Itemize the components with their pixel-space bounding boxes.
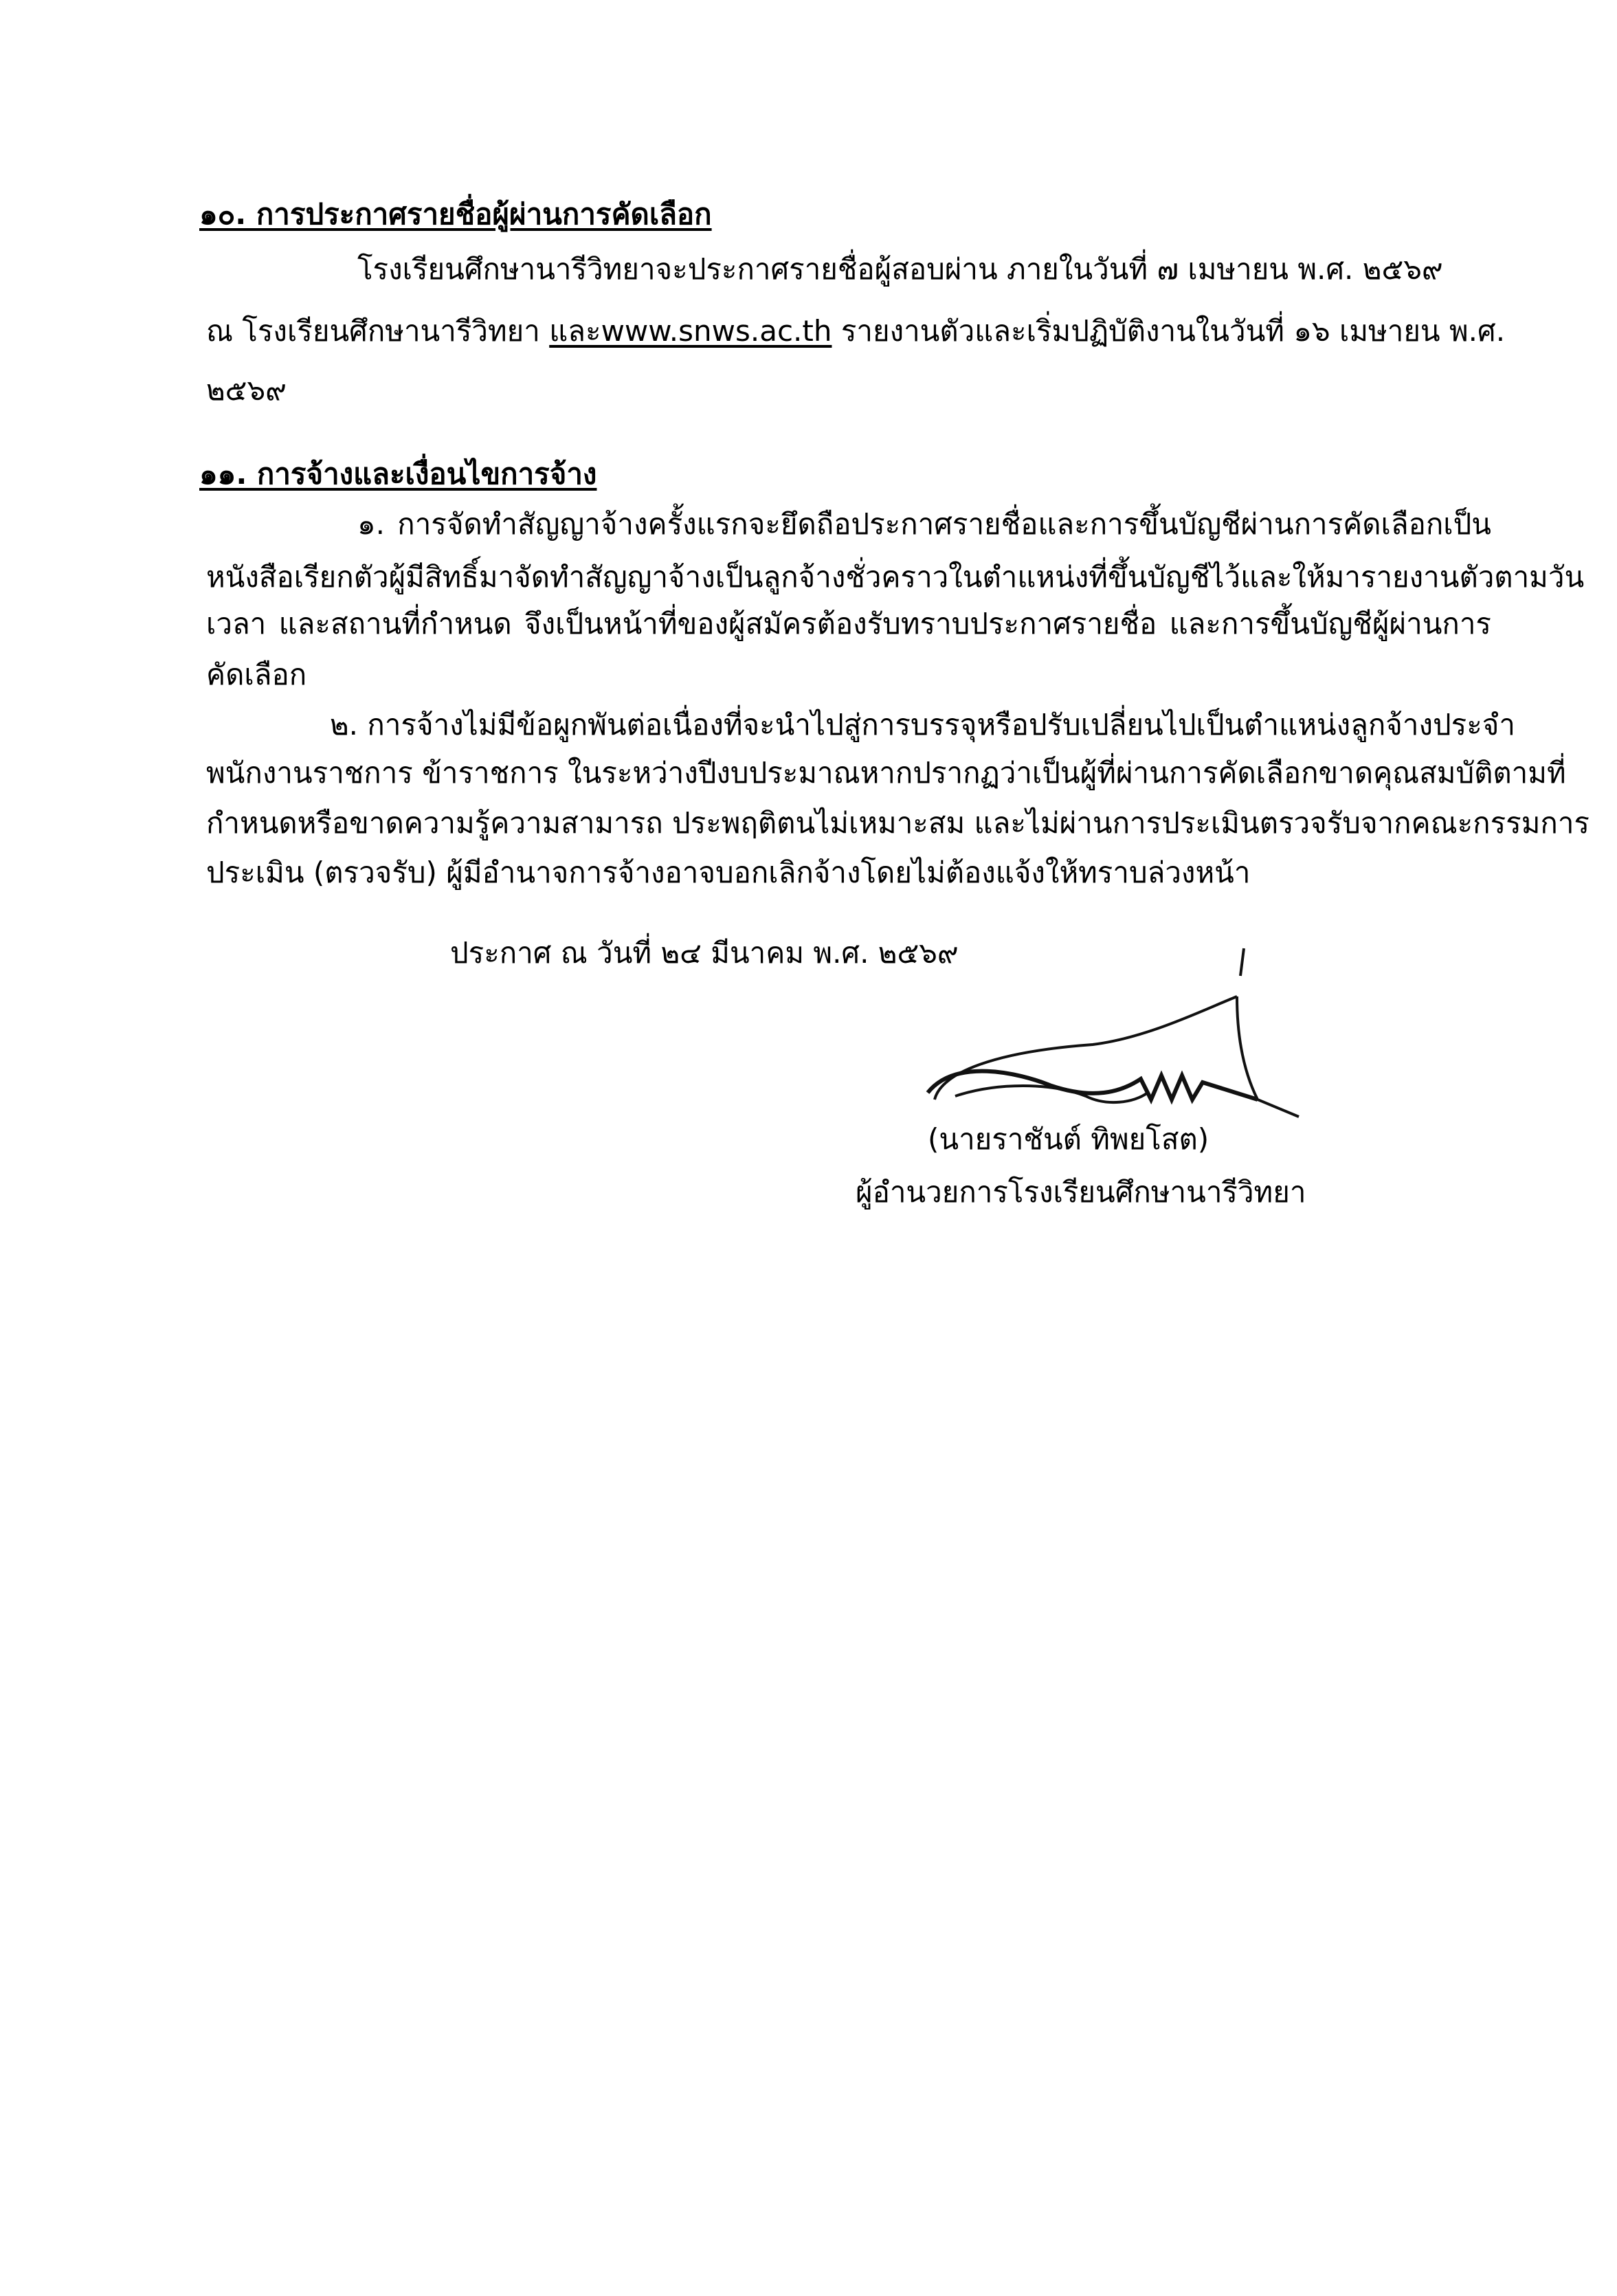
item-1-line-3: เวลา และสถานที่กำหนด จึงเป็นหน้าที่ของผู้สมัครต้องรับทราบประกาศรายชื่อ และการขึ้นบัญชีผู้ผ่านการ	[206, 607, 1491, 640]
section-10-line-2	[206, 311, 1506, 352]
signatory-position: ผู้อำนวยการโรงเรียนศึกษานารีวิทยา	[856, 1175, 1306, 1209]
line-2-text-end: รายงานตัวและเริ่มปฏิบัติงานในวันที่ ๑๖ เมษายน พ.ศ.	[832, 314, 1506, 348]
signature-image	[914, 935, 1313, 1141]
item-1-line-1: ๑. การจัดทำสัญญาจ้างครั้งแรกจะยึดถือประกาศรายชื่อและการขึ้นบัญชีผ่านการคัดเลือกเป็น	[357, 507, 1491, 541]
line-2-text: ณ โรงเรียนศึกษานารีวิทยา	[206, 314, 550, 348]
website-link[interactable]: และwww.snws.ac.th	[549, 314, 832, 348]
item-1-line-4: คัดเลือก	[206, 658, 307, 691]
section-11-heading: ๑๑. การจ้างและเงื่อนไขการจ้าง	[199, 457, 597, 491]
item-2-line-1: ๒. การจ้างไม่มีข้อผูกพันต่อเนื่องที่จะนำไปสู่การบรรจุหรือปรับเปลี่ยนไปเป็นตำแหน่งลูกจ้างประจำ	[330, 708, 1515, 742]
signatory-name: (นายราชันต์ ทิพยโสต)	[928, 1122, 1209, 1156]
item-2-line-4: ประเมิน (ตรวจรับ) ผู้มีอำนาจการจ้างอาจบอกเลิกจ้างโดยไม่ต้องแจ้งให้ทราบล่วงหน้า	[206, 856, 1251, 889]
item-1-line-2: หนังสือเรียกตัวผู้มีสิทธิ์มาจัดทำสัญญาจ้างเป็นลูกจ้างชั่วคราวในตำแหน่งที่ขึ้นบัญชีไว้และให้มารายงานตัวตามวัน	[206, 560, 1585, 594]
section-10-line-1: โรงเรียนศึกษานารีวิทยาจะประกาศรายชื่อผู้สอบผ่าน ภายในวันที่ ๗ เมษายน พ.ศ. ๒๕๖๙	[357, 252, 1443, 286]
item-2-line-3: กำหนดหรือขาดความรู้ความสามารถ ประพฤติตนไม่เหมาะสม และไม่ผ่านการประเมินตรวจรับจากคณะกรรมการ	[206, 806, 1590, 840]
announcement-date: ประกาศ ณ วันที่ ๒๔ มีนาคม พ.ศ. ๒๕๖๙	[450, 936, 959, 970]
item-2-line-2: พนักงานราชการ ข้าราชการ ในระหว่างปีงบประมาณหากปรากฏว่าเป็นผู้ที่ผ่านการคัดเลือกขาดคุณสมบัติตามที่	[206, 756, 1566, 790]
section-10-heading: ๑๐. การประกาศรายชื่อผู้ผ่านการคัดเลือก	[199, 197, 712, 231]
section-10-line-3: ๒๕๖๙	[206, 373, 287, 407]
